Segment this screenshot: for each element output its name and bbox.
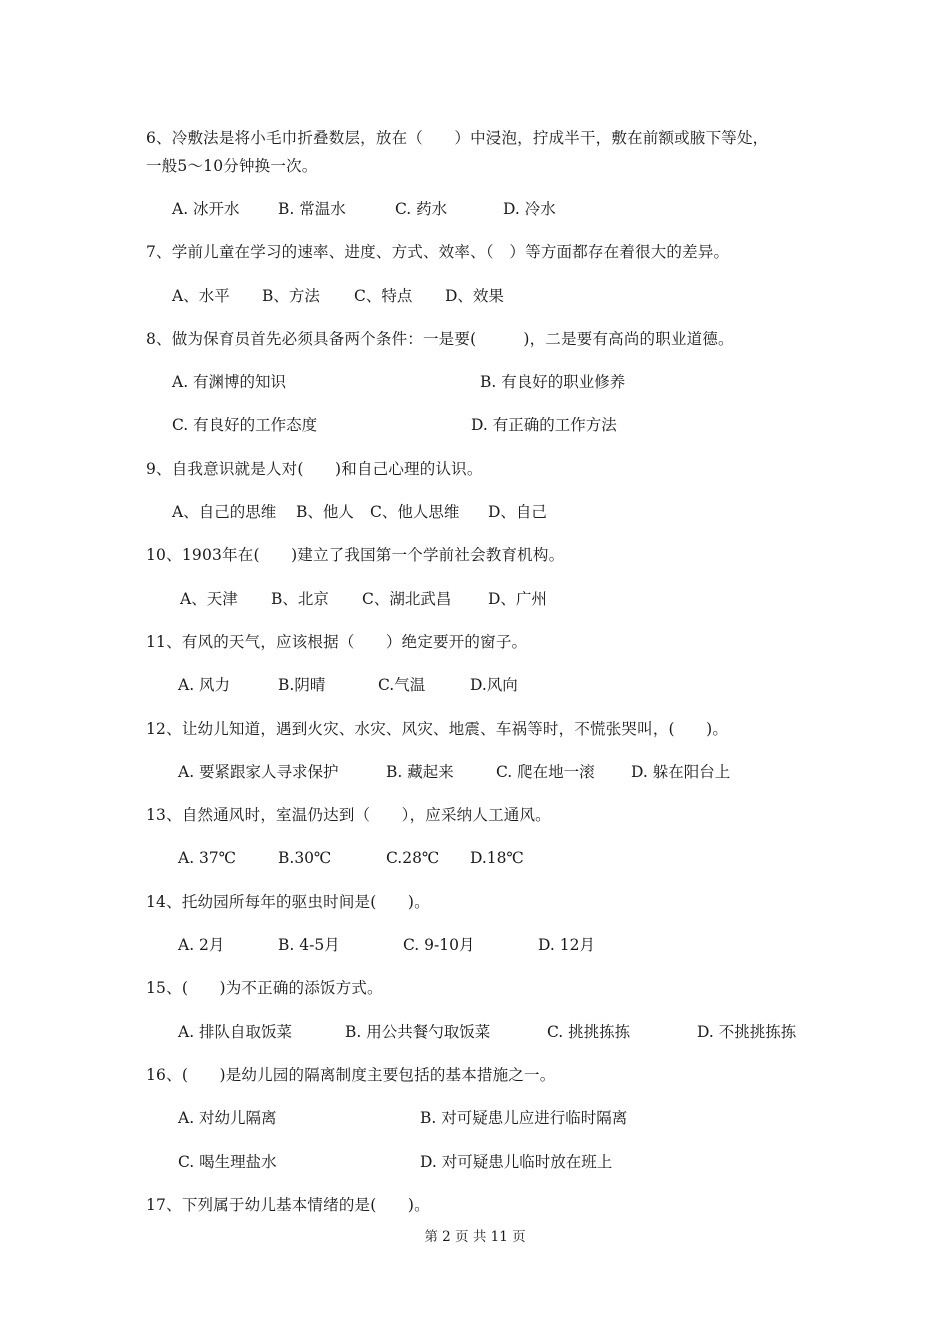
question-9-stem: 9、自我意识就是人对( )和自己心理的认识。 [146, 460, 483, 478]
question-7-stem: 7、学前儿童在学习的速率、进度、方式、效率、（ ）等方面都存在着很大的差异。 [146, 243, 730, 261]
question-8-stem: 8、做为保育员首先必须具备两个条件：一是要( )，二是要有高尚的职业道德。 [146, 330, 734, 348]
question-15-option-a: A. 排队自取饭菜 [178, 1023, 293, 1041]
question-6-stem-line-1: 6、冷敷法是将小毛巾折叠数层，放在（ ）中浸泡，拧成半干，敷在前额或腋下等处， [146, 129, 769, 147]
question-11-option-c: C.气温 [378, 676, 426, 694]
question-16-option-d: D. 对可疑患儿临时放在班上 [420, 1153, 613, 1171]
question-9-option-b: B、他人 [296, 503, 354, 521]
question-17-stem: 17、下列属于幼儿基本情绪的是( )。 [146, 1196, 430, 1214]
question-15-stem: 15、( )为不正确的添饭方式。 [146, 979, 383, 997]
question-7-option-c: C、特点 [354, 287, 413, 305]
question-11-stem: 11、有风的天气，应该根据（ ）绝定要开的窗子。 [146, 633, 528, 651]
question-15-option-c: C. 挑挑拣拣 [547, 1023, 631, 1041]
question-14-option-a: A. 2月 [178, 936, 225, 954]
question-16-option-a: A. 对幼儿隔离 [178, 1109, 277, 1127]
question-14-option-d: D. 12月 [538, 936, 595, 954]
question-12-option-c: C. 爬在地一滚 [496, 763, 595, 781]
question-16-stem: 16、( )是幼儿园的隔离制度主要包括的基本措施之一。 [146, 1066, 556, 1084]
question-11-option-b: B.阴晴 [278, 676, 326, 694]
question-8-option-a: A. 有渊博的知识 [172, 373, 287, 391]
question-13-option-a: A. 37℃ [178, 849, 237, 867]
page-number-footer: 第 2 页 共 11 页 [424, 1229, 526, 1245]
question-12-option-a: A. 要紧跟家人寻求保护 [178, 763, 339, 781]
question-12-option-b: B. 藏起来 [386, 763, 454, 781]
question-10-option-c: C、湖北武昌 [362, 590, 452, 608]
question-6-option-a: A. 冰开水 [172, 200, 240, 218]
question-10-option-d: D、广州 [488, 590, 547, 608]
question-15-option-b: B. 用公共餐勺取饭菜 [345, 1023, 491, 1041]
question-12-option-d: D. 躲在阳台上 [631, 763, 731, 781]
question-13-stem: 13、自然通风时，室温仍达到（ ），应采纳人工通风。 [146, 806, 551, 824]
question-10-stem: 10、1903年在( )建立了我国第一个学前社会教育机构。 [146, 546, 565, 564]
question-14-option-c: C. 9-10月 [403, 936, 475, 954]
question-16-option-b: B. 对可疑患儿应进行临时隔离 [420, 1109, 628, 1127]
question-10-option-b: B、北京 [271, 590, 329, 608]
question-13-option-c: C.28℃ [386, 849, 440, 867]
question-11-option-a: A. 风力 [178, 676, 231, 694]
question-15-option-d: D. 不挑挑拣拣 [697, 1023, 797, 1041]
question-6-option-c: C. 药水 [395, 200, 448, 218]
question-8-option-d: D. 有正确的工作方法 [471, 416, 617, 434]
question-11-option-d: D.风向 [470, 676, 518, 694]
question-7-option-b: B、方法 [262, 287, 320, 305]
question-9-option-d: D、自己 [488, 503, 547, 521]
question-13-option-b: B.30℃ [278, 849, 332, 867]
question-9-option-a: A、自己的思维 [172, 503, 277, 521]
question-7-option-d: D、效果 [445, 287, 504, 305]
question-6-option-b: B. 常温水 [278, 200, 346, 218]
question-6-option-d: D. 冷水 [503, 200, 556, 218]
question-16-option-c: C. 喝生理盐水 [178, 1153, 277, 1171]
question-6-stem-line-2: 一般5～10分钟换一次。 [146, 157, 318, 175]
question-8-option-b: B. 有良好的职业修养 [480, 373, 626, 391]
question-8-option-c: C. 有良好的工作态度 [172, 416, 318, 434]
question-14-option-b: B. 4-5月 [278, 936, 340, 954]
question-7-option-a: A、水平 [172, 287, 230, 305]
question-14-stem: 14、托幼园所每年的驱虫时间是( )。 [146, 893, 430, 911]
question-9-option-c: C、他人思维 [370, 503, 460, 521]
question-12-stem: 12、让幼儿知道，遇到火灾、水灾、风灾、地震、车祸等时，不慌张哭叫，( )。 [146, 720, 729, 738]
question-13-option-d: D.18℃ [470, 849, 524, 867]
question-10-option-a: A、天津 [180, 590, 238, 608]
